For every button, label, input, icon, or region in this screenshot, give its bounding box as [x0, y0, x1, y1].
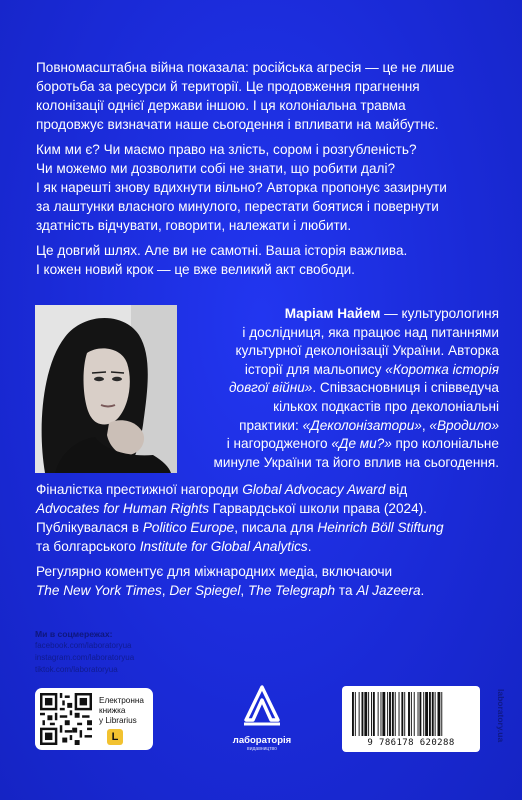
intro-paragraph	[36, 58, 496, 134]
barcode-bar	[414, 692, 415, 736]
social-link-tiktok[interactable]: tiktok.com/laboratoryua	[35, 665, 118, 674]
social-link-facebook[interactable]: facebook.com/laboratoryua	[35, 641, 132, 650]
closing-line: І кожен новий крок — це вже великий акт свободи.	[36, 262, 355, 277]
isbn-number: 9 786178 620288	[367, 738, 455, 748]
barcode-bar	[438, 692, 441, 736]
awards-line: Advocates for Human Rights Гарвардської школи права (2024).	[36, 501, 427, 516]
barcode-bar	[359, 692, 360, 736]
media-line: Регулярно коментує для міжнародних медіа, включаючи	[36, 564, 393, 579]
barcode-bar	[395, 692, 396, 736]
barcode-bar	[392, 692, 394, 736]
publisher-name: лабораторія	[232, 735, 292, 746]
publisher-logo-icon	[240, 684, 284, 728]
barcode-bar	[352, 692, 354, 736]
bio-line: і нагородженого «Де ми?» про колоніальне	[226, 436, 499, 452]
closing-paragraph	[36, 241, 496, 279]
questions-paragraph	[36, 140, 496, 235]
barcode-bar	[404, 692, 405, 736]
barcode-bar	[373, 692, 375, 736]
ebook-label: Електронна книжка у Librarius	[99, 696, 144, 725]
podcast-title: «Деколонізатори»	[302, 417, 422, 433]
bio-line: довгої війни». Співзасновниця і співведуча	[229, 380, 499, 396]
bio-line: Маріам Найем — культурологиня	[284, 306, 499, 321]
barcode-bar	[435, 692, 436, 736]
podcast-title: «Де ми?»	[331, 436, 392, 452]
questions-line: Чи можемо ми дозволити собі не знати, що робити далі?	[36, 161, 396, 176]
barcode-bar	[368, 692, 369, 736]
bio-line: і дослідниця, яка працює над питаннями	[242, 324, 499, 340]
author-portrait-illustration	[35, 305, 177, 473]
website-vertical	[496, 690, 506, 750]
barcode-bar	[371, 692, 372, 736]
author-name: Маріам Найем	[284, 306, 381, 321]
social-link-instagram[interactable]: instagram.com/laboratoryua	[35, 653, 135, 662]
awards-paragraph	[36, 480, 496, 556]
awards-line: та болгарського Institute for Global Analytics.	[36, 539, 312, 554]
author-photo	[35, 305, 177, 473]
barcode-bar	[418, 692, 419, 736]
questions-line: І як нарешті знову вдихнути вільно? Авторка пропонує зазирнути	[36, 180, 447, 195]
barcode-bar	[429, 692, 431, 736]
awards-line: Публікувалася в Politico Europe, писала для Heinrich Böll Stiftung	[36, 520, 444, 535]
publisher-tagline: видавництво	[247, 746, 277, 752]
barcode-bar	[408, 692, 410, 736]
author-bio	[184, 305, 499, 472]
barcode-bar	[419, 692, 421, 736]
barcode-bar	[382, 692, 385, 736]
barcode-bar	[425, 692, 428, 736]
intro-line: колонізації однієї держави іншою. І ця колоніальна травма	[36, 98, 406, 113]
social-title: Ми в соцмережах:	[35, 629, 113, 639]
closing-line: Це довгий шлях. Але ви не самотні. Ваша історія важлива.	[36, 243, 408, 258]
barcode-bar	[441, 692, 442, 736]
intro-line: боротьба за ресурси й території. Це продовження прагнення	[36, 79, 420, 94]
barcode-bar	[381, 692, 382, 736]
barcode-bars	[350, 692, 472, 738]
intro-line: продовжує визначати наше сьогодення і впливати на майбутнє.	[36, 117, 439, 132]
bio-line: минуле України та його вплив на сьогодення.	[213, 454, 499, 470]
barcode-bar	[389, 692, 391, 736]
qr-code-icon[interactable]	[40, 693, 92, 745]
barcode-bar	[387, 692, 388, 736]
comic-title: «Коротка історія	[385, 361, 499, 377]
librarius-badge-icon: L	[107, 729, 123, 745]
media-paragraph	[36, 562, 496, 600]
bio-line: практики: «Деколонізатори», «Вродило»	[239, 417, 499, 433]
questions-line: Ким ми є? Чи маємо право на злість, сором і розгубленість?	[36, 142, 417, 157]
ebook-card[interactable]	[35, 688, 153, 750]
barcode-bar	[364, 692, 367, 736]
barcode-bar	[423, 692, 424, 736]
podcast-title: «Вродило»	[429, 417, 499, 433]
intro-line: Повномасштабна війна показала: російська агресія — це не лише	[36, 60, 455, 75]
barcode-bar	[432, 692, 434, 736]
barcode-bar	[401, 692, 403, 736]
bio-line: кількох подкастів про деколоніальні	[273, 398, 499, 414]
barcode-bar	[378, 692, 379, 736]
barcode-bar	[411, 692, 412, 736]
barcode-bar	[362, 692, 364, 736]
questions-line: здатність відчувати, говорити, належати і любити.	[36, 218, 352, 233]
bio-line: культурної деколонізації України. Авторка	[235, 343, 499, 359]
awards-line: Фіналістка престижної нагороди Global Advocacy Award від	[36, 482, 408, 497]
isbn-barcode	[342, 686, 480, 752]
questions-line: за лаштунки власного минулого, перестати боятися і повернути	[36, 199, 439, 214]
publisher-logo	[226, 684, 298, 764]
barcode-bar	[399, 692, 400, 736]
barcode-bar	[355, 692, 356, 736]
media-line: The New York Times, Der Spiegel, The Telegraph та Al Jazeera.	[36, 583, 425, 598]
bio-line: історії для мальопису «Коротка історія	[244, 361, 499, 377]
website-text[interactable]: laboratory.ua	[496, 689, 506, 743]
comic-title: довгої війни»	[229, 380, 313, 396]
social-links	[35, 628, 195, 676]
